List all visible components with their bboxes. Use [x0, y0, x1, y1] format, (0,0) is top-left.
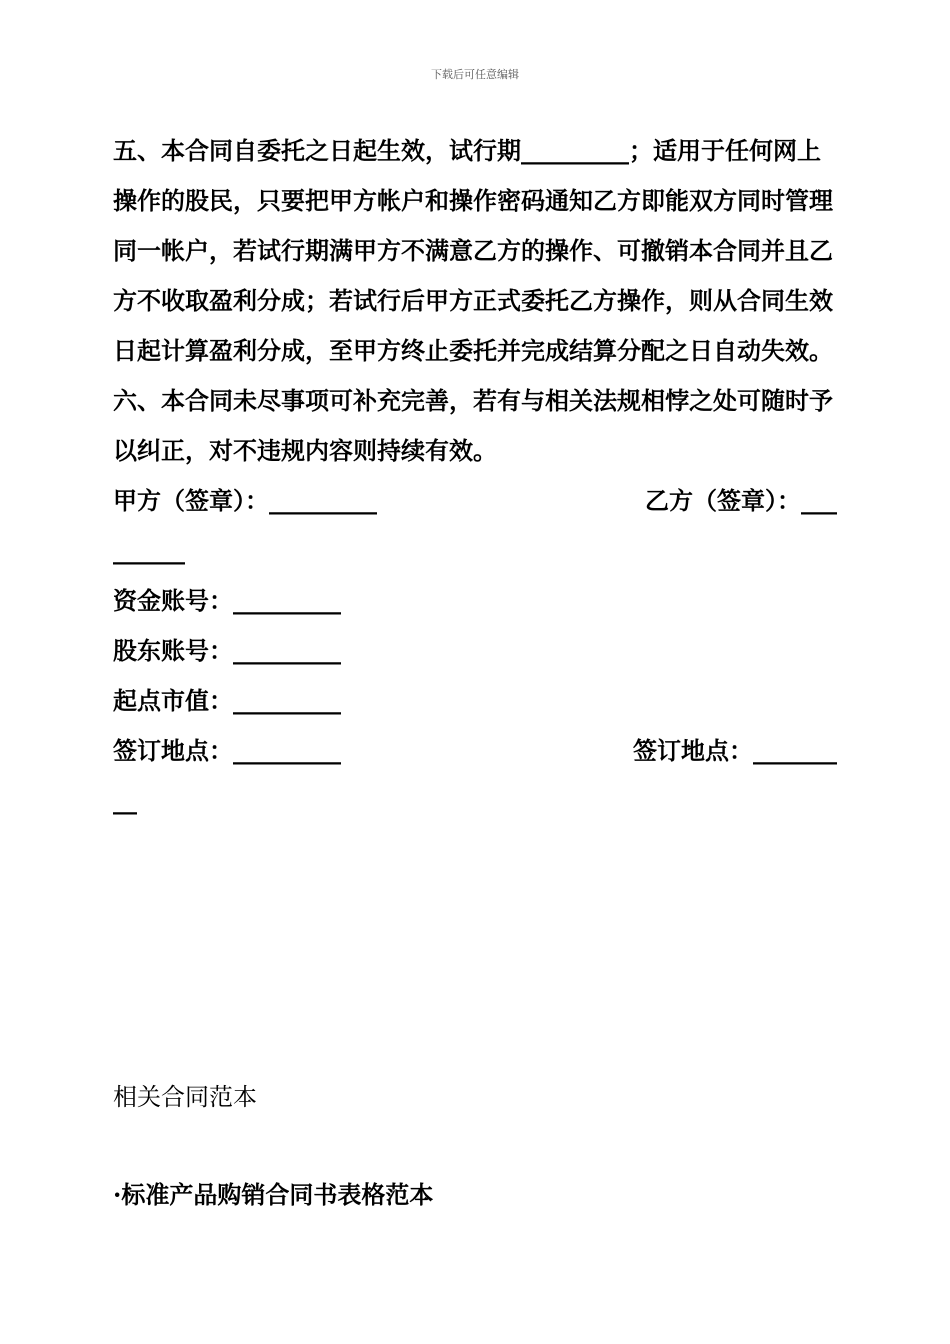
start-value-field: 起点市值：_________	[113, 686, 341, 715]
party-b-signature: 乙方（签章）：___	[645, 486, 837, 515]
related-contracts-title: 相关合同范本	[113, 1083, 257, 1111]
page-header: 下载后可任意编辑	[431, 68, 519, 81]
fund-account-field: 资金账号：_________	[113, 586, 341, 615]
sign-place-a: 签订地点：_________	[113, 736, 341, 765]
clause-5: 五、本合同自委托之日起生效，试行期_________；适用于任何网上操作的股民，只要把甲方帐户和操作密码通知乙方即能双方同时管理同一帐户，若试行期满甲方不满意乙方的操作、可撤销本合同并且乙方不收取盈利分成；若试行后甲方正式委托乙方操作，则从合同生效日起计算盈利分成，至甲方终止委托并完成结算分配之日自动失效。	[113, 136, 833, 365]
shareholder-account-field: 股东账号：_________	[113, 636, 341, 665]
related-contract-link[interactable]: ·标准产品购销合同书表格范本	[113, 1180, 434, 1209]
party-b-signature-continued: ______	[113, 536, 185, 565]
sign-place-b-continued: __	[113, 786, 137, 815]
clause-6: 六、本合同未尽事项可补充完善，若有与相关法规相悖之处可随时予以纠正，对不违规内容则持续有效。	[113, 386, 833, 465]
signature-line	[113, 476, 837, 526]
sign-place-line	[113, 726, 837, 776]
party-a-signature: 甲方（签章）：_________	[113, 486, 377, 515]
contract-body	[113, 126, 837, 826]
sign-place-b: 签订地点：_______	[633, 736, 837, 765]
